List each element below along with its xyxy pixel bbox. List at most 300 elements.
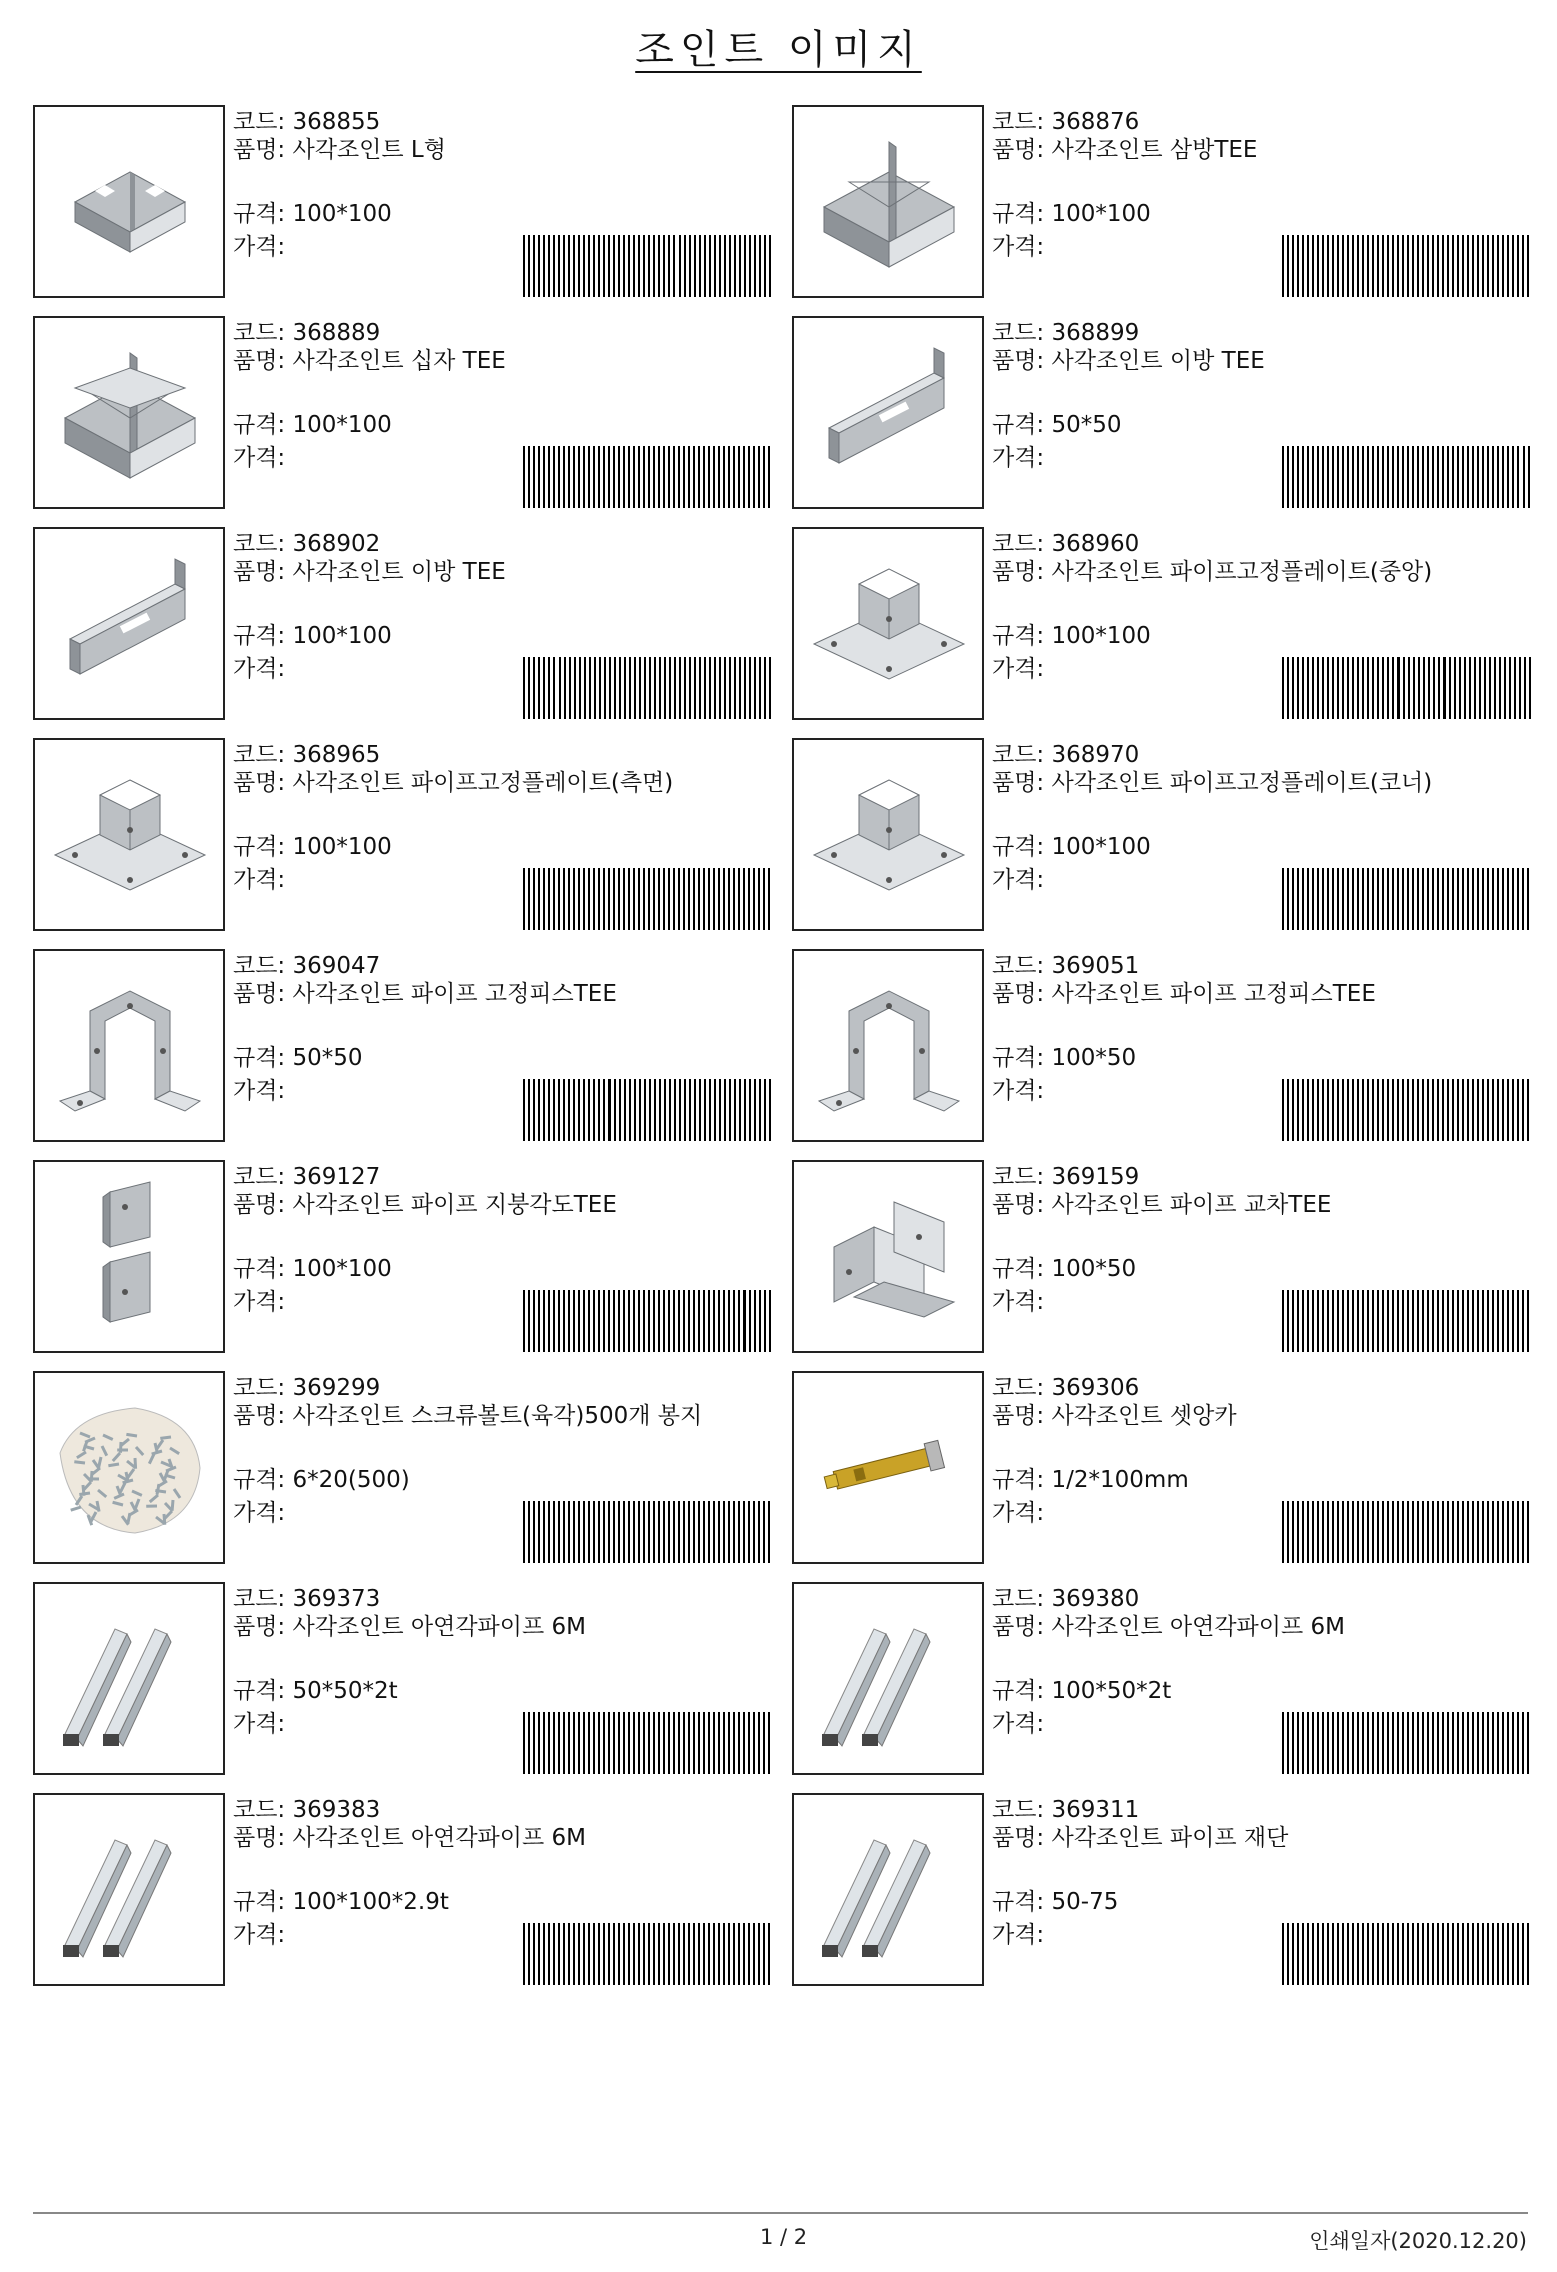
code-label: 코드: xyxy=(992,320,1045,346)
code-label: 코드: xyxy=(233,1375,286,1401)
name-label: 품명: xyxy=(992,559,1045,585)
product-name: 사각조인트 삼방TEE xyxy=(1051,137,1258,163)
price-label: 가격: xyxy=(233,1289,286,1315)
product-image xyxy=(33,949,225,1142)
product-code-line xyxy=(233,1162,380,1192)
product-image xyxy=(792,1371,984,1564)
product-name-line xyxy=(233,1404,773,1429)
product-spec-line xyxy=(233,1254,392,1284)
name-label: 품명: xyxy=(992,1825,1045,1851)
barcode xyxy=(523,235,773,297)
spec-label: 규격: xyxy=(992,201,1045,227)
product-name: 사각조인트 파이프 교차TEE xyxy=(1051,1192,1332,1218)
price-label: 가격: xyxy=(233,1078,286,1104)
name-label: 품명: xyxy=(233,559,286,585)
product-code: 369373 xyxy=(292,1586,381,1612)
product-code: 369299 xyxy=(292,1375,381,1401)
joint-cross-tee-icon xyxy=(35,318,223,507)
product-card xyxy=(792,105,1547,297)
product-spec: 50*50 xyxy=(292,1045,363,1071)
code-label: 코드: xyxy=(233,1164,286,1190)
code-label: 코드: xyxy=(992,109,1045,135)
code-label: 코드: xyxy=(233,531,286,557)
product-info xyxy=(233,1371,788,1563)
set-anchor-icon xyxy=(794,1373,982,1562)
name-label: 품명: xyxy=(233,1614,286,1640)
product-name: 사각조인트 아연각파이프 6M xyxy=(292,1614,586,1640)
product-image xyxy=(33,1582,225,1775)
product-spec-line xyxy=(233,832,392,862)
product-spec: 50*50*2t xyxy=(292,1678,398,1704)
barcode-icon xyxy=(523,235,773,297)
product-info xyxy=(992,1582,1547,1774)
product-info xyxy=(233,949,788,1141)
product-spec: 100*50 xyxy=(1051,1256,1137,1282)
name-label: 품명: xyxy=(992,770,1045,796)
product-name: 사각조인트 이방 TEE xyxy=(292,559,506,585)
product-card xyxy=(792,316,1547,508)
barcode xyxy=(523,868,773,930)
product-spec: 100*100 xyxy=(292,1256,392,1282)
price-label: 가격: xyxy=(992,656,1045,682)
pipe-fixing-plate-center-icon xyxy=(794,529,982,718)
pipe-cutting-icon xyxy=(794,1795,982,1984)
product-info xyxy=(233,1582,788,1774)
price-label: 가격: xyxy=(992,234,1045,260)
product-name-line xyxy=(992,560,1532,585)
product-name-line xyxy=(233,982,773,1007)
product-spec-line xyxy=(992,1676,1171,1706)
name-label: 품명: xyxy=(992,1192,1045,1218)
product-code: 368889 xyxy=(292,320,381,346)
name-label: 품명: xyxy=(233,348,286,374)
spec-label: 규격: xyxy=(992,1678,1045,1704)
product-image xyxy=(33,1160,225,1353)
barcode-icon xyxy=(523,1501,773,1563)
barcode-icon xyxy=(1282,1923,1532,1985)
price-label: 가격: xyxy=(992,1078,1045,1104)
spec-label: 규격: xyxy=(233,1256,286,1282)
product-info xyxy=(992,527,1547,719)
name-label: 품명: xyxy=(233,1403,286,1429)
price-label: 가격: xyxy=(992,1500,1045,1526)
joint-three-way-tee-icon xyxy=(794,107,982,296)
product-price-line xyxy=(233,1287,285,1317)
galvanized-square-pipe-icon xyxy=(794,1584,982,1773)
product-info xyxy=(233,1793,788,1985)
barcode-icon xyxy=(1282,1501,1532,1563)
name-label: 품명: xyxy=(992,348,1045,374)
product-spec-line xyxy=(233,1887,449,1917)
product-name: 사각조인트 스크류볼트(육각)500개 봉지 xyxy=(292,1403,703,1429)
product-price-line xyxy=(992,1920,1044,1950)
product-info xyxy=(233,527,788,719)
product-spec-line xyxy=(233,1676,398,1706)
product-name: 사각조인트 십자 TEE xyxy=(292,348,506,374)
product-code: 368876 xyxy=(1051,109,1140,135)
product-code: 369127 xyxy=(292,1164,381,1190)
product-info xyxy=(992,316,1547,508)
price-label: 가격: xyxy=(992,1922,1045,1948)
spec-label: 규격: xyxy=(233,1678,286,1704)
product-image xyxy=(792,105,984,298)
product-name-line xyxy=(233,349,773,374)
product-name: 사각조인트 셋앙카 xyxy=(1051,1403,1237,1429)
product-spec-line xyxy=(992,621,1151,651)
pipe-fixing-plate-corner-icon xyxy=(794,740,982,929)
barcode xyxy=(1282,446,1532,508)
product-image xyxy=(792,1582,984,1775)
product-code-line xyxy=(992,529,1139,559)
product-spec: 100*50*2t xyxy=(1051,1678,1172,1704)
product-spec-line xyxy=(992,1254,1136,1284)
product-spec-line xyxy=(233,199,392,229)
pipe-roof-angle-tee-icon xyxy=(35,1162,223,1351)
product-name: 사각조인트 파이프 고정피스TEE xyxy=(1051,981,1376,1007)
code-label: 코드: xyxy=(233,1797,286,1823)
product-name-line xyxy=(233,771,773,796)
price-label: 가격: xyxy=(233,1500,286,1526)
price-label: 가격: xyxy=(233,234,286,260)
product-info xyxy=(233,105,788,297)
product-price-line xyxy=(233,1498,285,1528)
product-card xyxy=(33,1793,788,1985)
product-card xyxy=(33,738,788,930)
spec-label: 규격: xyxy=(992,1256,1045,1282)
code-label: 코드: xyxy=(992,742,1045,768)
product-spec-line xyxy=(992,1043,1136,1073)
spec-label: 규격: xyxy=(233,1467,286,1493)
name-label: 품명: xyxy=(233,981,286,1007)
product-image xyxy=(33,527,225,720)
code-label: 코드: xyxy=(233,109,286,135)
spec-label: 규격: xyxy=(233,834,286,860)
product-spec: 100*100 xyxy=(292,834,392,860)
barcode xyxy=(1282,1290,1532,1352)
product-card xyxy=(792,1371,1547,1563)
price-label: 가격: xyxy=(992,1289,1045,1315)
product-code: 368899 xyxy=(1051,320,1140,346)
price-label: 가격: xyxy=(233,656,286,682)
product-code-line xyxy=(992,1162,1139,1192)
spec-label: 규격: xyxy=(233,201,286,227)
product-card xyxy=(792,738,1547,930)
barcode-icon xyxy=(1282,235,1532,297)
product-code-line xyxy=(233,951,380,981)
barcode xyxy=(523,1501,773,1563)
product-name: 사각조인트 파이프 재단 xyxy=(1051,1825,1289,1851)
product-code: 368970 xyxy=(1051,742,1140,768)
barcode-icon xyxy=(1282,657,1532,719)
product-spec: 100*100 xyxy=(1051,834,1151,860)
product-code-line xyxy=(992,951,1139,981)
product-code: 368965 xyxy=(292,742,381,768)
product-image xyxy=(792,316,984,509)
price-label: 가격: xyxy=(992,867,1045,893)
barcode xyxy=(523,446,773,508)
name-label: 품명: xyxy=(992,981,1045,1007)
product-name: 사각조인트 파이프 지붕각도TEE xyxy=(292,1192,617,1218)
product-spec: 100*100 xyxy=(292,412,392,438)
barcode xyxy=(1282,1923,1532,1985)
product-image xyxy=(33,1371,225,1564)
galvanized-square-pipe-icon xyxy=(35,1584,223,1773)
product-image xyxy=(792,738,984,931)
product-name-line xyxy=(992,349,1532,374)
product-info xyxy=(233,316,788,508)
barcode-icon xyxy=(1282,1079,1532,1141)
barcode xyxy=(1282,868,1532,930)
product-price-line xyxy=(233,443,285,473)
product-code-line xyxy=(992,1373,1139,1403)
product-code: 369159 xyxy=(1051,1164,1140,1190)
product-spec: 100*100 xyxy=(1051,623,1151,649)
product-name: 사각조인트 이방 TEE xyxy=(1051,348,1265,374)
code-label: 코드: xyxy=(992,1164,1045,1190)
product-name-line xyxy=(233,1193,773,1218)
product-info xyxy=(992,738,1547,930)
code-label: 코드: xyxy=(992,1797,1045,1823)
product-image xyxy=(792,1793,984,1986)
barcode xyxy=(1282,1079,1532,1141)
product-price-line xyxy=(992,443,1044,473)
product-spec-line xyxy=(992,410,1122,440)
product-info xyxy=(233,1160,788,1352)
product-code: 369306 xyxy=(1051,1375,1140,1401)
product-name-line xyxy=(233,1615,773,1640)
pipe-fixing-piece-tee-icon xyxy=(794,951,982,1140)
page-title: 조인트 이미지 xyxy=(635,27,922,73)
spec-label: 규격: xyxy=(233,623,286,649)
code-label: 코드: xyxy=(233,320,286,346)
product-name-line xyxy=(992,771,1532,796)
footer-divider xyxy=(33,2212,1528,2214)
barcode xyxy=(523,1079,773,1141)
name-label: 품명: xyxy=(233,1192,286,1218)
name-label: 품명: xyxy=(992,137,1045,163)
product-spec: 100*50 xyxy=(1051,1045,1137,1071)
product-code: 368855 xyxy=(292,109,381,135)
code-label: 코드: xyxy=(233,953,286,979)
product-spec-line xyxy=(992,1887,1118,1917)
product-image xyxy=(792,1160,984,1353)
product-spec-line xyxy=(233,1043,363,1073)
product-code-line xyxy=(233,740,380,770)
product-name-line xyxy=(992,1404,1532,1429)
barcode xyxy=(1282,1501,1532,1563)
product-info xyxy=(992,949,1547,1141)
product-code-line xyxy=(992,318,1139,348)
product-card xyxy=(792,1793,1547,1985)
product-price-line xyxy=(233,232,285,262)
product-name: 사각조인트 아연각파이프 6M xyxy=(1051,1614,1345,1640)
product-price-line xyxy=(992,1709,1044,1739)
product-name-line xyxy=(992,1615,1532,1640)
product-name-line xyxy=(992,1826,1532,1851)
product-code-line xyxy=(233,318,380,348)
joint-l-icon xyxy=(35,107,223,296)
product-image xyxy=(33,738,225,931)
screw-bolt-bag-icon xyxy=(35,1373,223,1562)
product-code: 369311 xyxy=(1051,1797,1140,1823)
product-code-line xyxy=(233,529,380,559)
product-price-line xyxy=(992,654,1044,684)
product-spec: 6*20(500) xyxy=(292,1467,410,1493)
name-label: 품명: xyxy=(233,137,286,163)
name-label: 품명: xyxy=(992,1403,1045,1429)
name-label: 품명: xyxy=(992,1614,1045,1640)
product-price-line xyxy=(992,1498,1044,1528)
barcode-icon xyxy=(523,657,773,719)
product-price-line xyxy=(233,1920,285,1950)
product-price-line xyxy=(233,1709,285,1739)
barcode-icon xyxy=(523,446,773,508)
joint-two-way-tee-icon xyxy=(794,318,982,507)
product-spec: 100*100 xyxy=(292,623,392,649)
product-code-line xyxy=(233,1373,380,1403)
product-name: 사각조인트 파이프 고정피스TEE xyxy=(292,981,617,1007)
code-label: 코드: xyxy=(992,953,1045,979)
spec-label: 규격: xyxy=(992,1045,1045,1071)
product-card xyxy=(33,527,788,719)
product-code-line xyxy=(233,1795,380,1825)
product-name: 사각조인트 파이프고정플레이트(중앙) xyxy=(1051,559,1433,585)
product-code-line xyxy=(233,1584,380,1614)
product-card xyxy=(33,316,788,508)
product-code: 369051 xyxy=(1051,953,1140,979)
product-image xyxy=(33,1793,225,1986)
product-spec-line xyxy=(233,621,392,651)
price-label: 가격: xyxy=(992,445,1045,471)
spec-label: 규격: xyxy=(992,834,1045,860)
product-spec: 100*100*2.9t xyxy=(292,1889,449,1915)
product-code: 369380 xyxy=(1051,1586,1140,1612)
barcode-icon xyxy=(523,868,773,930)
name-label: 품명: xyxy=(233,770,286,796)
name-label: 품명: xyxy=(233,1825,286,1851)
spec-label: 규격: xyxy=(992,623,1045,649)
product-info xyxy=(233,738,788,930)
product-name-line xyxy=(233,138,773,163)
spec-label: 규격: xyxy=(992,1889,1045,1915)
product-code-line xyxy=(992,1584,1139,1614)
product-name-line xyxy=(992,982,1532,1007)
product-card xyxy=(33,1371,788,1563)
product-name: 사각조인트 아연각파이프 6M xyxy=(292,1825,586,1851)
price-label: 가격: xyxy=(233,445,286,471)
code-label: 코드: xyxy=(992,1375,1045,1401)
code-label: 코드: xyxy=(233,1586,286,1612)
product-price-line xyxy=(233,865,285,895)
product-code: 368902 xyxy=(292,531,381,557)
product-image xyxy=(792,949,984,1142)
product-info xyxy=(992,105,1547,297)
spec-label: 규격: xyxy=(992,412,1045,438)
product-spec: 50*50 xyxy=(1051,412,1122,438)
product-card xyxy=(33,105,788,297)
barcode xyxy=(1282,657,1532,719)
product-price-line xyxy=(992,865,1044,895)
product-code: 369383 xyxy=(292,1797,381,1823)
product-name: 사각조인트 파이프고정플레이트(코너) xyxy=(1051,770,1433,796)
product-info xyxy=(992,1371,1547,1563)
product-spec: 100*100 xyxy=(1051,201,1151,227)
product-code: 368960 xyxy=(1051,531,1140,557)
product-name: 사각조인트 파이프고정플레이트(측면) xyxy=(292,770,674,796)
barcode xyxy=(523,657,773,719)
product-card xyxy=(792,527,1547,719)
galvanized-square-pipe-icon xyxy=(35,1795,223,1984)
product-spec-line xyxy=(233,410,392,440)
product-code-line xyxy=(992,740,1139,770)
product-image xyxy=(792,527,984,720)
barcode-icon xyxy=(523,1079,773,1141)
spec-label: 규격: xyxy=(233,412,286,438)
barcode xyxy=(1282,1712,1532,1774)
code-label: 코드: xyxy=(233,742,286,768)
product-code-line xyxy=(992,107,1139,137)
product-card xyxy=(792,949,1547,1141)
product-card xyxy=(33,1582,788,1774)
product-spec-line xyxy=(992,1465,1189,1495)
barcode xyxy=(523,1712,773,1774)
product-price-line xyxy=(992,1076,1044,1106)
product-code-line xyxy=(992,1795,1139,1825)
product-name-line xyxy=(233,1826,773,1851)
product-spec-line xyxy=(992,199,1151,229)
code-label: 코드: xyxy=(992,531,1045,557)
page-number: 1 / 2 xyxy=(760,2225,808,2249)
product-code: 369047 xyxy=(292,953,381,979)
product-spec-line xyxy=(992,832,1151,862)
barcode-icon xyxy=(523,1923,773,1985)
product-spec-line xyxy=(233,1465,410,1495)
barcode xyxy=(523,1923,773,1985)
product-card xyxy=(33,1160,788,1352)
joint-two-way-tee-icon xyxy=(35,529,223,718)
barcode xyxy=(1282,235,1532,297)
product-image xyxy=(33,105,225,298)
spec-label: 규격: xyxy=(992,1467,1045,1493)
product-price-line xyxy=(233,654,285,684)
barcode-icon xyxy=(523,1712,773,1774)
product-card xyxy=(792,1582,1547,1774)
pipe-fixing-piece-tee-icon xyxy=(35,951,223,1140)
product-name-line xyxy=(992,1193,1532,1218)
barcode-icon xyxy=(1282,1290,1532,1352)
product-spec: 100*100 xyxy=(292,201,392,227)
barcode-icon xyxy=(523,1290,773,1352)
price-label: 가격: xyxy=(233,1711,286,1737)
pipe-fixing-plate-side-icon xyxy=(35,740,223,929)
product-card xyxy=(792,1160,1547,1352)
barcode-icon xyxy=(1282,446,1532,508)
price-label: 가격: xyxy=(233,1922,286,1948)
pipe-cross-tee-icon xyxy=(794,1162,982,1351)
barcode xyxy=(523,1290,773,1352)
print-date: 인쇄일자(2020.12.20) xyxy=(1309,2229,1527,2253)
product-card xyxy=(33,949,788,1141)
product-spec: 50-75 xyxy=(1051,1889,1119,1915)
product-price-line xyxy=(233,1076,285,1106)
product-name-line xyxy=(233,560,773,585)
product-info xyxy=(992,1793,1547,1985)
product-price-line xyxy=(992,1287,1044,1317)
product-image xyxy=(33,316,225,509)
barcode-icon xyxy=(1282,1712,1532,1774)
code-label: 코드: xyxy=(992,1586,1045,1612)
product-name: 사각조인트 L형 xyxy=(292,137,446,163)
